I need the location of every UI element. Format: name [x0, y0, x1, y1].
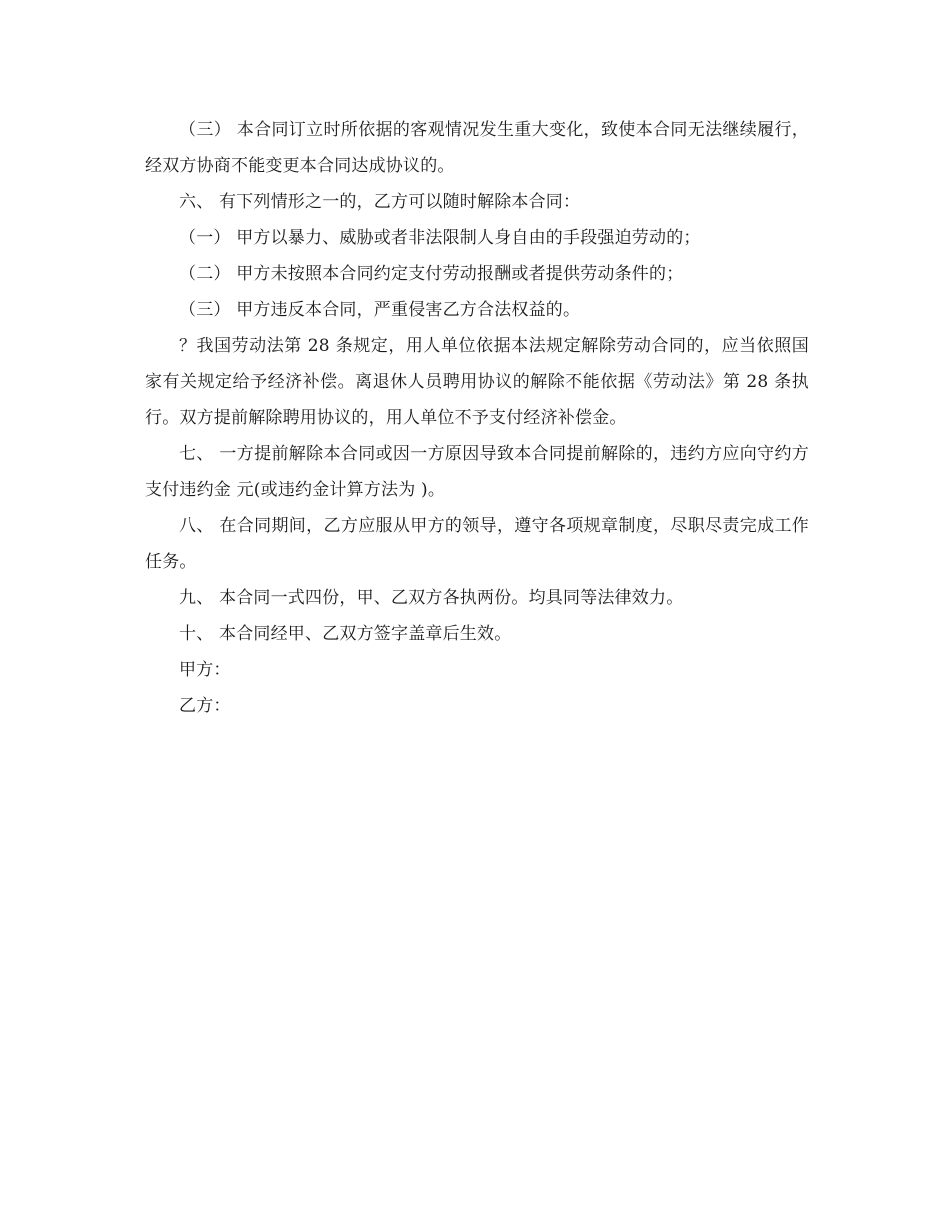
paragraph-clause-6-2: （二） 甲方未按照本合同约定支付劳动报酬或者提供劳动条件的；: [179, 264, 684, 284]
paragraph-clause-6: 六、 有下列情形之一的，乙方可以随时解除本合同：: [179, 192, 581, 212]
paragraph-clause-7: 七、 一方提前解除本合同或因一方原因导致本合同提前解除的，违约方应向守约方支付违约金 元(或违约金计算方法为 )。: [145, 444, 809, 500]
paragraph-clause-5-3: （三） 本合同订立时所依据的客观情况发生重大变化，致使本合同无法继续履行，经双方协商不能变更本合同达成协议的。: [145, 120, 809, 176]
paragraph-clause-6-1: （一） 甲方以暴力、威胁或者非法限制人身自由的手段强迫劳动的；: [179, 228, 701, 248]
paragraph-clause-8: 八、 在合同期间，乙方应服从甲方的领导，遵守各项规章制度，尽职尽责完成工作任务。: [145, 516, 809, 572]
paragraph-labor-law-note: ？我国劳动法第 28 条规定，用人单位依据本法规定解除劳动合同的，应当依照国家有关规定给予经济补偿。离退休人员聘用协议的解除不能依据《劳动法》第 28 条执行。双方提前解除聘用协议的，用人单位不予支付经济补偿金。: [145, 336, 809, 428]
signature-party-a: 甲方：: [179, 660, 231, 680]
paragraph-clause-9: 九、 本合同一式四份，甲、乙双方各执两份。均具同等法律效力。: [179, 588, 684, 608]
document-body: [145, 112, 809, 724]
paragraph-clause-10: 十、 本合同经甲、乙双方签字盖章后生效。: [179, 624, 512, 644]
signature-party-b: 乙方：: [179, 696, 231, 716]
paragraph-clause-6-3: （三） 甲方违反本合同，严重侵害乙方合法权益的。: [179, 300, 581, 320]
